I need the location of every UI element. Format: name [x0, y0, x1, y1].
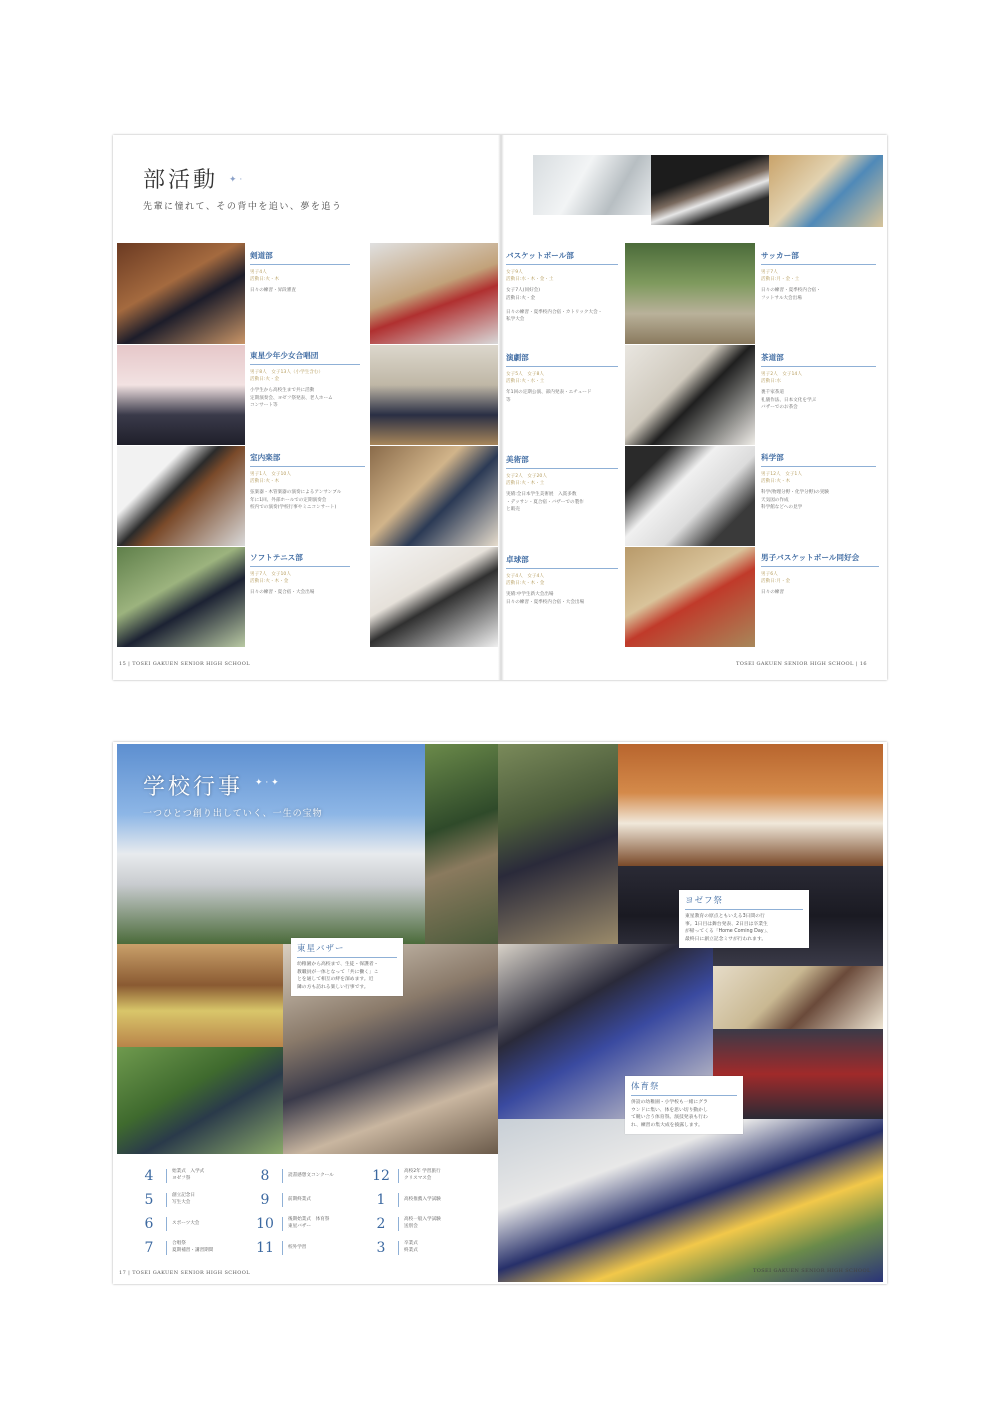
event-title: 東星バザー [297, 943, 397, 958]
club-members: 男子4人 [250, 270, 267, 275]
club-desc: 女子7人(同好会) 活動日:火・金 日々の練習・夏季校内合宿・カトリック大会・ 私学大会 [506, 288, 603, 323]
club-soccer [761, 251, 876, 302]
photo-art [370, 446, 498, 546]
club-desc: 弦楽器・木管楽器の演奏によるアンサンブル 年に1回、外部ホールでの定期演奏会 校内での演奏(学校行事やミニコンサート) [250, 490, 342, 510]
club-days: 活動日:火・木 [250, 277, 280, 283]
photo-boys-basketball [625, 547, 755, 647]
calendar-month-11: 11 校外学習 [256, 1240, 307, 1256]
photo-choir [117, 345, 245, 445]
club-members: 男子7人 [761, 270, 778, 275]
event-box-joseph-festival [679, 890, 809, 948]
club-chamber-music [250, 453, 365, 511]
event-box-bazaar [291, 938, 403, 996]
club-desc: 科学(物理分野・化学分野)の実験 天気図の作成 科学館などへの見学 [761, 490, 829, 510]
club-desc: 実績:全日本学生美術展 入賞多数 ・デッサン・夏合宿・バザーでの製作 と販売 [506, 492, 584, 512]
annual-events-calendar [113, 1154, 498, 1284]
club-desc: 実績:中学生新大会出場 日々の練習・夏季校内合宿・大会出場 [506, 592, 585, 605]
club-desc: 裏千家茶道 礼儀作法、日本文化を学ぶ バザーでのお茶会 [761, 390, 817, 410]
calendar-month-4: 4 始業式 入学式 ヨゼフ祭 [144, 1168, 205, 1184]
photo-kendo [117, 243, 245, 344]
photo-sports-festival [498, 1119, 883, 1282]
section-subtitle: 先輩に憧れて、その背中を追い、夢を追う [143, 202, 343, 212]
photo-nature-slope [425, 744, 498, 944]
club-name: 卓球部 [506, 555, 618, 569]
club-table-tennis [506, 555, 618, 606]
photo-tea-room [713, 966, 883, 1029]
club-members: 女子5人 女子8人 [506, 372, 545, 377]
photo-chamber-music [117, 446, 245, 546]
club-desc: 日々の練習・夏合宿・大会出場 [250, 590, 315, 596]
event-title: ヨゼフ祭 [685, 895, 803, 910]
club-members: 男子8人 女子13人（小学生含む） [250, 370, 324, 375]
club-kendo [250, 251, 350, 295]
section-subtitle: 一つひとつ創り出していく、一生の宝物 [143, 809, 323, 819]
club-drama [506, 353, 618, 404]
club-days: 活動日:火・木 [761, 479, 791, 485]
photo-outdoor-bench [117, 1047, 283, 1154]
club-choir [250, 351, 360, 409]
calendar-month-7: 7 合唱祭 夏期補習・講習期間 [144, 1240, 214, 1256]
photo-tea-ceremony [625, 345, 755, 445]
club-art [506, 455, 618, 513]
photo-soccer [625, 243, 755, 344]
club-name: 茶道部 [761, 353, 876, 367]
club-boys-basketball [761, 553, 879, 597]
calendar-month-12: 12 高校2年 学習旅行 クリスマス会 [372, 1168, 441, 1184]
photo-science [625, 446, 755, 546]
club-desc: 日々の練習・夏季校内合宿・ フットサル大会出場 [761, 288, 821, 301]
club-desc: 年1回の定期公演、部内発表・エチュード 等 [506, 390, 592, 403]
club-name: バスケットボール部 [506, 251, 618, 265]
club-days: 活動日:火・木 [250, 479, 280, 485]
sparkle-icon: ✦ · [229, 175, 243, 185]
club-days: 活動日:火・木・金 [506, 581, 545, 587]
photo-soft-tennis [117, 547, 245, 647]
club-name: 科学部 [761, 453, 876, 467]
club-desc: 日々の練習・昇段審査 [250, 288, 296, 294]
club-name: 男子バスケットボール同好会 [761, 553, 879, 567]
photo-drama [370, 345, 498, 445]
club-desc: 日々の練習 [761, 590, 784, 596]
club-days: 活動日:火・水・土 [506, 379, 545, 385]
club-members: 男子6人 [761, 572, 778, 577]
club-name: 剣道部 [250, 251, 350, 265]
club-members: 女子4人 女子4人 [506, 574, 545, 579]
club-name: 東星少年少女合唱団 [250, 351, 360, 365]
club-soft-tennis [250, 553, 350, 597]
page-fold [498, 135, 504, 680]
calendar-month-9: 9 前期終業式 [260, 1192, 311, 1208]
club-tea-ceremony [761, 353, 876, 411]
photo-stage-mass [618, 744, 883, 866]
club-members: 男子1人 女子10人 [250, 472, 291, 477]
club-name: 室内楽部 [250, 453, 365, 467]
club-days: 活動日:火・木・金 [250, 579, 289, 585]
event-title: 体育祭 [631, 1081, 737, 1096]
photo-basketball [370, 243, 498, 344]
club-members: 男子2人 女子14人 [761, 372, 802, 377]
club-members: 女子9人 [506, 270, 523, 275]
photo-gym-dance [117, 944, 283, 1047]
calendar-month-3: 3 卒業式 終業式 [376, 1240, 418, 1256]
brochure-spread-club-activities [113, 135, 887, 680]
club-desc: 小学生から高校生まで共に活動 定期演奏会、ヨゼフ祭発表、老人ホーム コンサート等 [250, 388, 333, 408]
club-days: 活動日:火・木・土 [506, 481, 545, 487]
calendar-month-6: 6 スポーツ大会 [144, 1216, 200, 1232]
page-footer-left: 17 | TOSEI GAKUEN SENIOR HIGH SCHOOL [119, 1270, 250, 1276]
page-footer-right: TOSEI GAKUEN SENIOR HIGH SCHOOL [753, 1268, 871, 1274]
photo-piano [651, 155, 769, 225]
calendar-month-2: 2 高校一般入学試験 送別会 [376, 1216, 441, 1232]
photo-table-tennis [370, 547, 498, 647]
page-footer-right: TOSEI GAKUEN SENIOR HIGH SCHOOL | 16 [736, 661, 867, 667]
event-box-sports-festival [625, 1076, 743, 1134]
club-science [761, 453, 876, 511]
club-days: 活動日:月・金 [761, 579, 791, 585]
event-text: 東星教育の原点ともいえる3日間の行 事。1日目は舞台発表、2日目は卒業生 が帰ってくる「Home Coming Day」、 最終日に創立記念ミサが行われます。 [685, 914, 771, 942]
club-members: 男子7人 女子10人 [250, 572, 291, 577]
club-basketball [506, 251, 618, 323]
calendar-month-1: 1 高校推薦入学試験 [376, 1192, 441, 1208]
club-days: 活動日:水 [761, 379, 781, 385]
calendar-month-8: 8 読書感想文コンクール [260, 1168, 334, 1184]
photo-craft-items [769, 155, 883, 227]
club-name: サッカー部 [761, 251, 876, 265]
calendar-month-10: 10 後期始業式 体育祭 東星バザー [256, 1216, 330, 1232]
section-title: 部活動 [143, 168, 219, 193]
photo-lab-glassware [533, 155, 651, 215]
club-members: 女子2人 女子20人 [506, 474, 547, 479]
club-days: 活動日:月・金・土 [761, 277, 800, 283]
section-title: 学校行事 [143, 775, 244, 800]
club-name: 演劇部 [506, 353, 618, 367]
club-members: 男子12人 女子1人 [761, 472, 802, 477]
club-name: 美術部 [506, 455, 618, 469]
brochure-spread-school-events [113, 742, 887, 1284]
sparkle-icon: ✦ · ✦ [255, 778, 279, 788]
club-days: 活動日:水・木・金・土 [506, 277, 554, 283]
photo-students-hillside [498, 744, 618, 944]
page-footer-left: 15 | TOSEI GAKUEN SENIOR HIGH SCHOOL [119, 661, 250, 667]
event-text: 幼稚園から高校まで、生徒・保護者・ 教職員が一体となって「共に働く」こ とを通して相互の絆を深めます。近 隣の方も訪れる楽しい行事です。 [297, 962, 379, 990]
event-text: 併設の幼稚園・小学校も一緒にグラ ウンドに集い、体を思い切り動かし て競い合う体育祭。演技発表も行わ れ、練習の集大成を披露します。 [631, 1100, 708, 1128]
calendar-month-5: 5 創立記念日 写生大会 [144, 1192, 195, 1208]
club-name: ソフトテニス部 [250, 553, 350, 567]
club-days: 活動日:火・金 [250, 377, 280, 383]
